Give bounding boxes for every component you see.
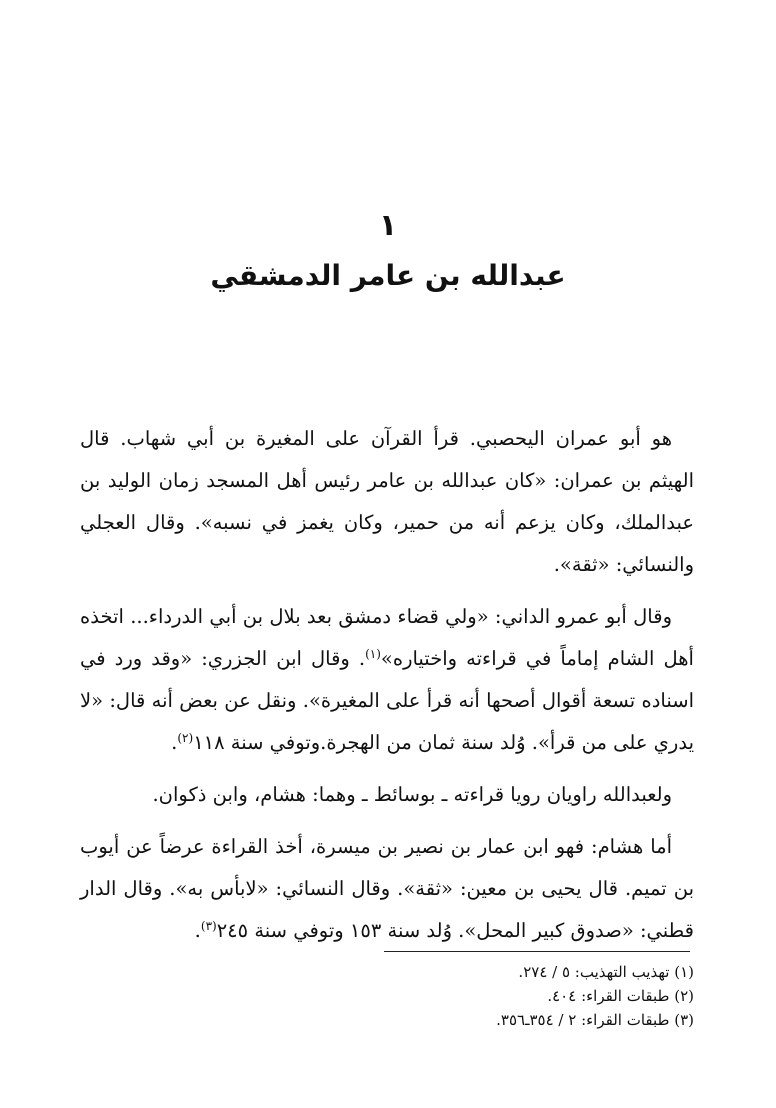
paragraph-text: . وقال ابن الجزري: «وقد ورد في اسناده تسعة أقوال أصحها أنه قرأ على المغيرة». ونقل عن بعض أنه قال: «لا يدري على من قرأ». وُلد سنة ثمان من الهجرة.وتوفي سنة ١١٨ bbox=[80, 647, 694, 754]
paragraph-text: هو أبو عمران اليحصبي. قرأ القرآن على المغيرة بن أبي شهاب. قال الهيثم بن عمران: «كان عبدالله بن عامر رئيس أهل المسجد زمان الوليد بن عبدالملك، وكان يزعم أنه من حمير، وكان يغمز في نسبه». وقال العجلي والنسائي: «ثقة». bbox=[80, 427, 694, 576]
paragraph-text: أما هشام: فهو ابن عمار بن نصير بن ميسرة، أخذ القراءة عرضاً عن أيوب بن تميم. قال يحيى بن معين: «ثقة». وقال النسائي: «لابأس به». وقال الدار قطني: «صدوق كبير المحل». وُلد سنة ١٥٣ وتوفي سنة ٢٤٥ bbox=[80, 835, 694, 942]
body-text bbox=[80, 418, 694, 962]
footnote-ref-1: (١) bbox=[365, 647, 381, 661]
footnotes bbox=[80, 960, 694, 1032]
paragraph-1 bbox=[80, 418, 694, 586]
paragraph-4 bbox=[80, 826, 694, 952]
paragraph-3 bbox=[80, 774, 694, 816]
paragraph-text: . bbox=[194, 919, 201, 942]
footnote-ref-2: (٢) bbox=[177, 731, 194, 745]
chapter-title: عبدالله بن عامر الدمشقي bbox=[210, 259, 566, 292]
paragraph-2 bbox=[80, 596, 694, 764]
paragraph-text: ولعبدالله راويان رويا قراءته ـ بوسائط ـ وهما: هشام، وابن ذكوان. bbox=[152, 783, 672, 806]
footnote-ref-3: (٣) bbox=[200, 919, 217, 933]
footnote-1: (١) تهذيب التهذيب: ٥ / ٢٧٤. bbox=[518, 963, 694, 981]
footnote-divider bbox=[384, 951, 690, 952]
footnote-3: (٣) طبقات القراء: ٢ / ٣٥٤ـ٣٥٦. bbox=[496, 1011, 694, 1029]
paragraph-text: وقال أبو عمرو الداني: «ولي قضاء دمشق بعد بلال بن أبي الدرداء... اتخذه أهل الشام إماماً في قراءته واختياره» bbox=[80, 605, 694, 670]
chapter-number: ١ bbox=[378, 208, 398, 243]
paragraph-text: . bbox=[171, 731, 178, 754]
footnote-2: (٢) طبقات القراء: ٤٠٤. bbox=[547, 987, 694, 1005]
